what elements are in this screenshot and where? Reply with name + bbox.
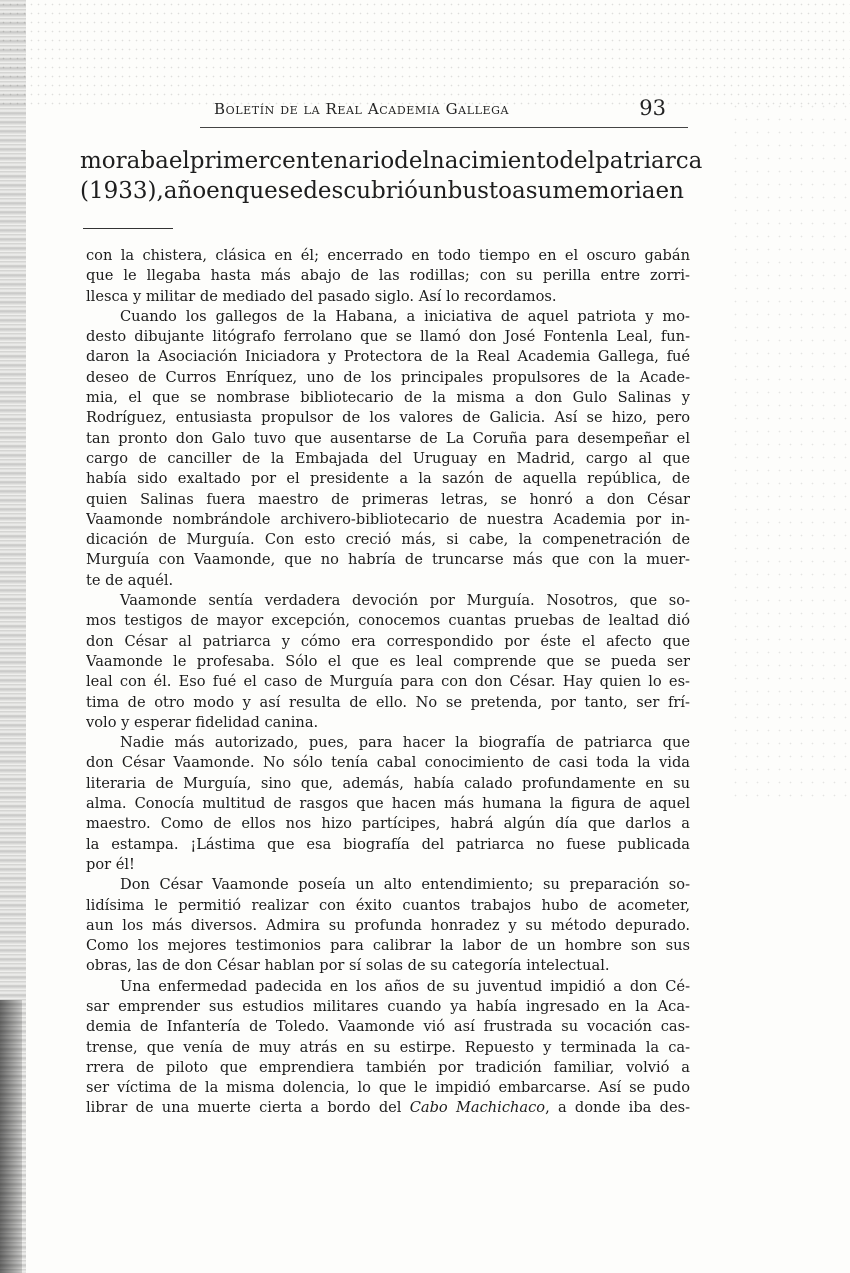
- footnote-line: por él!: [86, 855, 135, 873]
- footnote-line: leal con él. Eso fué el caso de Murguía para con don César. Hay quien lo es-: [86, 673, 690, 691]
- running-title: Boletín de la Real Academia Gallega: [214, 100, 510, 118]
- footnote-line: daron la Asociación Iniciadora y Protectora de la Real Academia Gallega, fué: [86, 348, 690, 366]
- main-text-word: descubrió: [303, 178, 418, 204]
- ship-name: Cabo Machichaco: [409, 1099, 546, 1117]
- main-text-word: moraba: [80, 148, 169, 174]
- footnote-line: rrera de piloto que emprendiera también por tradición familiar, volvió a: [86, 1058, 690, 1076]
- footnote-rule: [83, 228, 173, 229]
- main-text-line: [80, 146, 703, 176]
- main-text-word: se: [277, 178, 304, 204]
- footnote-line: literaria de Murguía, sino que, además, había calado profundamente en su: [86, 774, 690, 792]
- main-text-word: su: [525, 178, 553, 204]
- footnote-line: mos testigos de mayor excepción, conocemos cuantas pruebas de lealtad dió: [86, 612, 690, 630]
- main-text-word: centenario: [269, 148, 395, 174]
- main-text-word: en: [206, 178, 235, 204]
- main-text-word: nacimiento: [429, 148, 560, 174]
- footnote-line: don César Vaamonde. No sólo tenía cabal conocimiento de casi toda la vida: [86, 754, 690, 772]
- main-text-word: que: [234, 178, 278, 204]
- footnote-line: mia, el que se nombrase bibliotecario de la misma a don Gulo Salinas y: [86, 389, 690, 407]
- footnote-line: demia de Infantería de Toledo. Vaamonde vió así frustrada su vocación cas-: [86, 1018, 690, 1036]
- main-text-word: un: [417, 178, 448, 204]
- main-text-word: año: [163, 178, 207, 204]
- footnote-line: alma. Conocía multitud de rasgos que hacen más humana la figura de aquel: [86, 795, 690, 813]
- footnote-line: obras, las de don César hablan por sí solas de su categoría intelectual.: [86, 957, 610, 975]
- main-text-word: del: [559, 148, 596, 174]
- footnote-line: Una enfermedad padecida en los años de su juventud impidió a don Cé-: [120, 977, 690, 995]
- scan-speckle-top: [0, 0, 850, 110]
- page-number: 93: [639, 96, 666, 120]
- footnote-line: te de aquél.: [86, 571, 174, 589]
- footnote-line: Don César Vaamonde poseía un alto entendimiento; su preparación so-: [120, 876, 690, 894]
- footnote-line: había sido exaltado por el presidente a la sazón de aquella república, de: [86, 470, 690, 488]
- footnote-line: cargo de canciller de la Embajada del Uruguay en Madrid, cargo al que: [86, 449, 690, 467]
- footnote-line: quien Salinas fuera maestro de primeras letras, se honró a don César: [86, 490, 690, 508]
- scan-speckle-right: [730, 100, 850, 800]
- main-text-word: en: [655, 178, 684, 204]
- footnote-text: , a donde iba des-: [545, 1099, 690, 1117]
- header-rule: [200, 127, 688, 128]
- footnote-line: Vaamonde sentía verdadera devoción por Murguía. Nosotros, que so-: [120, 592, 690, 610]
- footnote-line: aun los más diversos. Admira su profunda honradez y su método depurado.: [86, 916, 690, 934]
- footnote-line: llesca y militar de mediado del pasado siglo. Así lo recordamos.: [86, 287, 557, 305]
- main-text-word: patriarca: [595, 148, 703, 174]
- footnote-line: Cuando los gallegos de la Habana, a iniciativa de aquel patriota y mo-: [120, 307, 690, 325]
- binding-edge-dark: [0, 1000, 22, 1273]
- footnote-line: la estampa. ¡Lástima que esa biografía del patriarca no fuese publicada: [86, 835, 690, 853]
- main-text-word: memoria: [552, 178, 656, 204]
- footnote-line: Vaamonde le profesaba. Sólo el que es leal comprende que se pueda ser: [86, 652, 690, 670]
- footnote-body: [86, 246, 690, 1119]
- footnote-line: trense, que venía de muy atrás en su estirpe. Repuesto y terminada la ca-: [86, 1038, 690, 1056]
- footnote-line: don César al patriarca y cómo era correspondido por éste el afecto que: [86, 632, 690, 650]
- footnote-line: Rodríguez, entusiasta propulsor de los valores de Galicia. Así se hizo, pero: [86, 409, 690, 427]
- footnote-line: ser víctima de la misma dolencia, lo que le impidió embarcarse. Así se pudo: [86, 1079, 690, 1097]
- footnote-line: lidísima le permitió realizar con éxito cuantos trabajos hubo de acometer,: [86, 896, 690, 914]
- main-text-word: (1933),: [80, 178, 164, 204]
- footnote-line: deseo de Curros Enríquez, uno de los principales propulsores de la Acade-: [86, 368, 690, 386]
- main-text-word: primer: [189, 148, 270, 174]
- footnote-text: librar de una muerte cierta a bordo del: [86, 1099, 402, 1117]
- footnote-line: maestro. Como de ellos nos hizo partícipes, habrá algún día que darlos a: [86, 815, 690, 833]
- footnote-line: dicación de Murguía. Con esto creció más, si cabe, la compenetración de: [86, 531, 690, 549]
- footnote-line: Murguía con Vaamonde, que no habría de truncarse más que con la muer-: [86, 551, 690, 569]
- page-header: [200, 96, 690, 130]
- footnote-line: con la chistera, clásica en él; encerrado en todo tiempo en el oscuro gabán: [86, 247, 690, 264]
- footnote-line: Vaamonde nombrándole archivero-bibliotecario de nuestra Academia por in-: [86, 510, 690, 528]
- footnote-line: volo y esperar fidelidad canina.: [86, 713, 319, 731]
- footnote-line: Nadie más autorizado, pues, para hacer la biografía de patriarca que: [120, 734, 690, 752]
- main-text-word: busto: [447, 178, 513, 204]
- main-text-line: [80, 176, 684, 206]
- footnote-line: desto dibujante litógrafo ferrolano que se llamó don José Fontenla Leal, fun-: [86, 328, 690, 346]
- main-text-word: a: [512, 178, 526, 204]
- footnote-line: tima de otro modo y así resulta de ello. No se pretenda, por tanto, ser frí-: [86, 693, 690, 711]
- footnote-line: Como los mejores testimonios para calibrar la labor de un hombre son sus: [86, 937, 690, 955]
- main-text: [80, 146, 703, 206]
- footnote-line: tan pronto don Galo tuvo que ausentarse de La Coruña para desempeñar el: [86, 429, 690, 447]
- footnote-line: que le llegaba hasta más abajo de las rodillas; con su perilla entre zorri-: [86, 267, 690, 285]
- footnote-line: sar emprender sus estudios militares cuando ya había ingresado en la Aca-: [86, 997, 690, 1015]
- main-text-word: el: [168, 148, 190, 174]
- main-text-word: del: [394, 148, 430, 174]
- footnote-line-last: [86, 1098, 690, 1118]
